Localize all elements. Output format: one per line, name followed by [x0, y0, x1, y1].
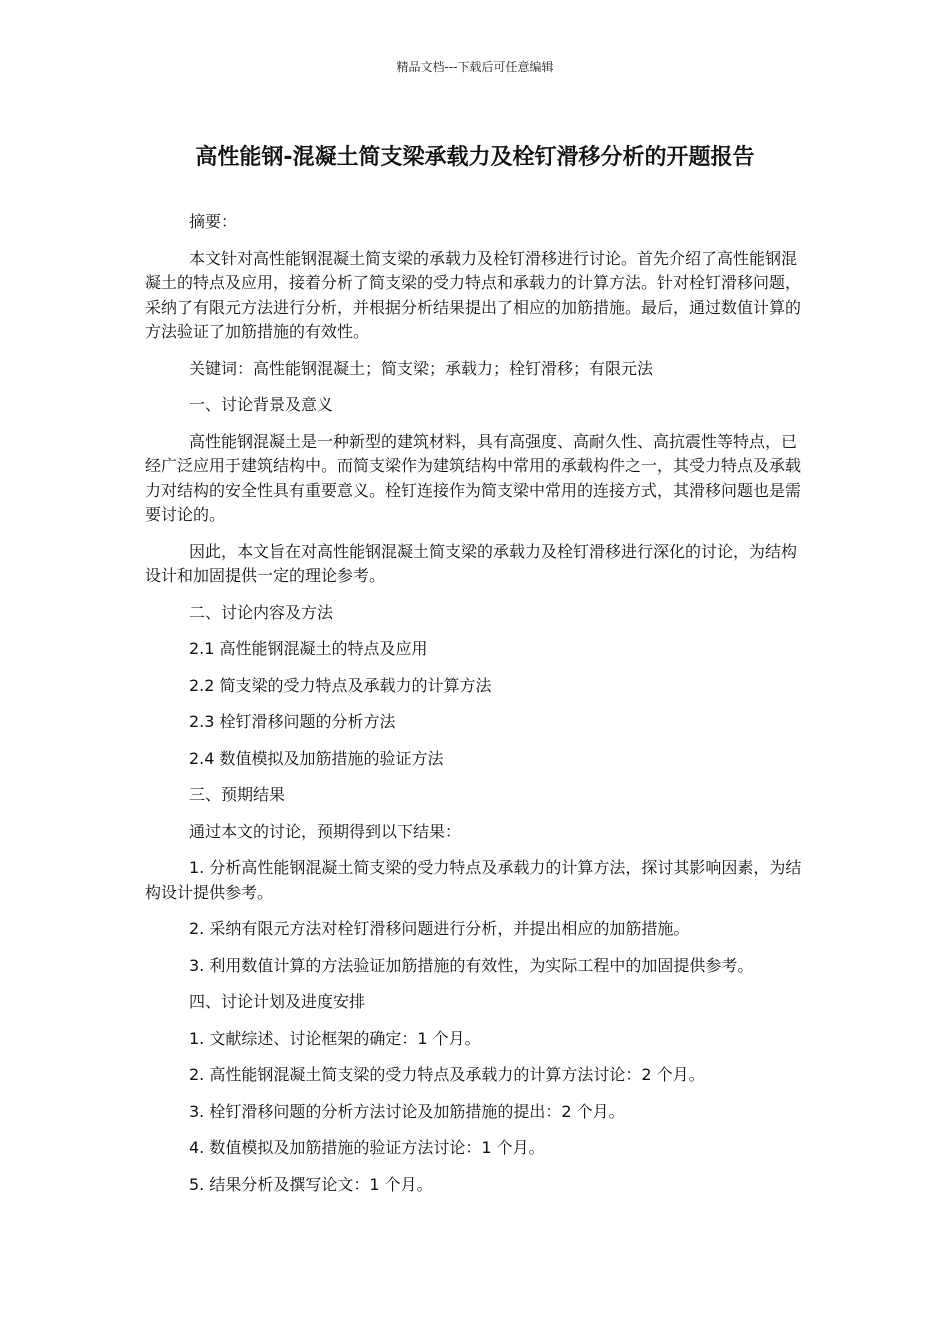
keywords: 关键词：高性能钢混凝土；简支梁；承载力；栓钉滑移；有限元法 [189, 358, 654, 378]
results-intro: 通过本文的讨论，预期得到以下结果： [189, 821, 462, 841]
section-heading-schedule: 四、讨论计划及进度安排 [189, 992, 366, 1011]
subsection-2-2: 2.2 简支梁的受力特点及承载力的计算方法 [189, 675, 492, 695]
schedule-item-4: 4. 数值模拟及加筋措施的验证方法讨论：1 个月。 [189, 1138, 545, 1157]
section-heading-background: 一、讨论背景及意义 [189, 395, 334, 414]
document-body [145, 210, 810, 1209]
section-heading-methods: 二、讨论内容及方法 [189, 602, 334, 622]
purpose-paragraph: 因此，本文旨在对高性能钢混凝土简支梁的承载力及栓钉滑移进行深化的讨论，为结构设计和加固提供一定的理论参考。 [145, 541, 798, 585]
result-item-1: 1. 分析高性能钢混凝土简支梁的受力特点及承载力的计算方法，探讨其影响因素，为结构设计提供参考。 [145, 858, 802, 902]
schedule-item-2: 2. 高性能钢混凝土简支梁的受力特点及承载力的计算方法讨论：2 个月。 [189, 1065, 705, 1084]
abstract-label: 摘要： [189, 212, 238, 231]
schedule-item-5: 5. 结果分析及撰写论文：1 个月。 [189, 1174, 433, 1194]
result-item-2: 2. 采纳有限元方法对栓钉滑移问题进行分析，并提出相应的加筋措施。 [189, 919, 690, 938]
section-heading-results: 三、预期结果 [189, 785, 286, 804]
document-title: 高性能钢-混凝土简支梁承载力及栓钉滑移分析的开题报告 [195, 145, 755, 170]
subsection-2-1: 2.1 高性能钢混凝土的特点及应用 [189, 639, 428, 658]
abstract-text: 本文针对高性能钢混凝土简支梁的承载力及栓钉滑移进行讨论。首先介绍了高性能钢混凝土的特点及应用，接着分析了简支梁的受力特点和承载力的计算方法。针对栓钉滑移问题，采纳了有限元方法进行分析，并根据分析结果提出了相应的加筋措施。最后，通过数值计算的方法验证了加筋措施的有效性。 [145, 248, 802, 341]
subsection-2-3: 2.3 栓钉滑移问题的分析方法 [189, 712, 396, 731]
schedule-item-1: 1. 文献综述、讨论框架的确定：1 个月。 [189, 1028, 481, 1048]
result-item-3: 3. 利用数值计算的方法验证加筋措施的有效性，为实际工程中的加固提供参考。 [189, 955, 754, 975]
header-note: 精品文档---下载后可任意编辑 [396, 60, 554, 74]
subsection-2-4: 2.4 数值模拟及加筋措施的验证方法 [189, 748, 444, 768]
background-paragraph: 高性能钢混凝土是一种新型的建筑材料，具有高强度、高耐久性、高抗震性等特点，已经广泛应用于建筑结构中。而简支梁作为建筑结构中常用的承载构件之一，其受力特点及承载力对结构的安全性具有重要意义。栓钉连接作为简支梁中常用的连接方式，其滑移问题也是需要讨论的。 [145, 431, 802, 524]
schedule-item-3: 3. 栓钉滑移问题的分析方法讨论及加筋措施的提出：2 个月。 [189, 1101, 625, 1121]
